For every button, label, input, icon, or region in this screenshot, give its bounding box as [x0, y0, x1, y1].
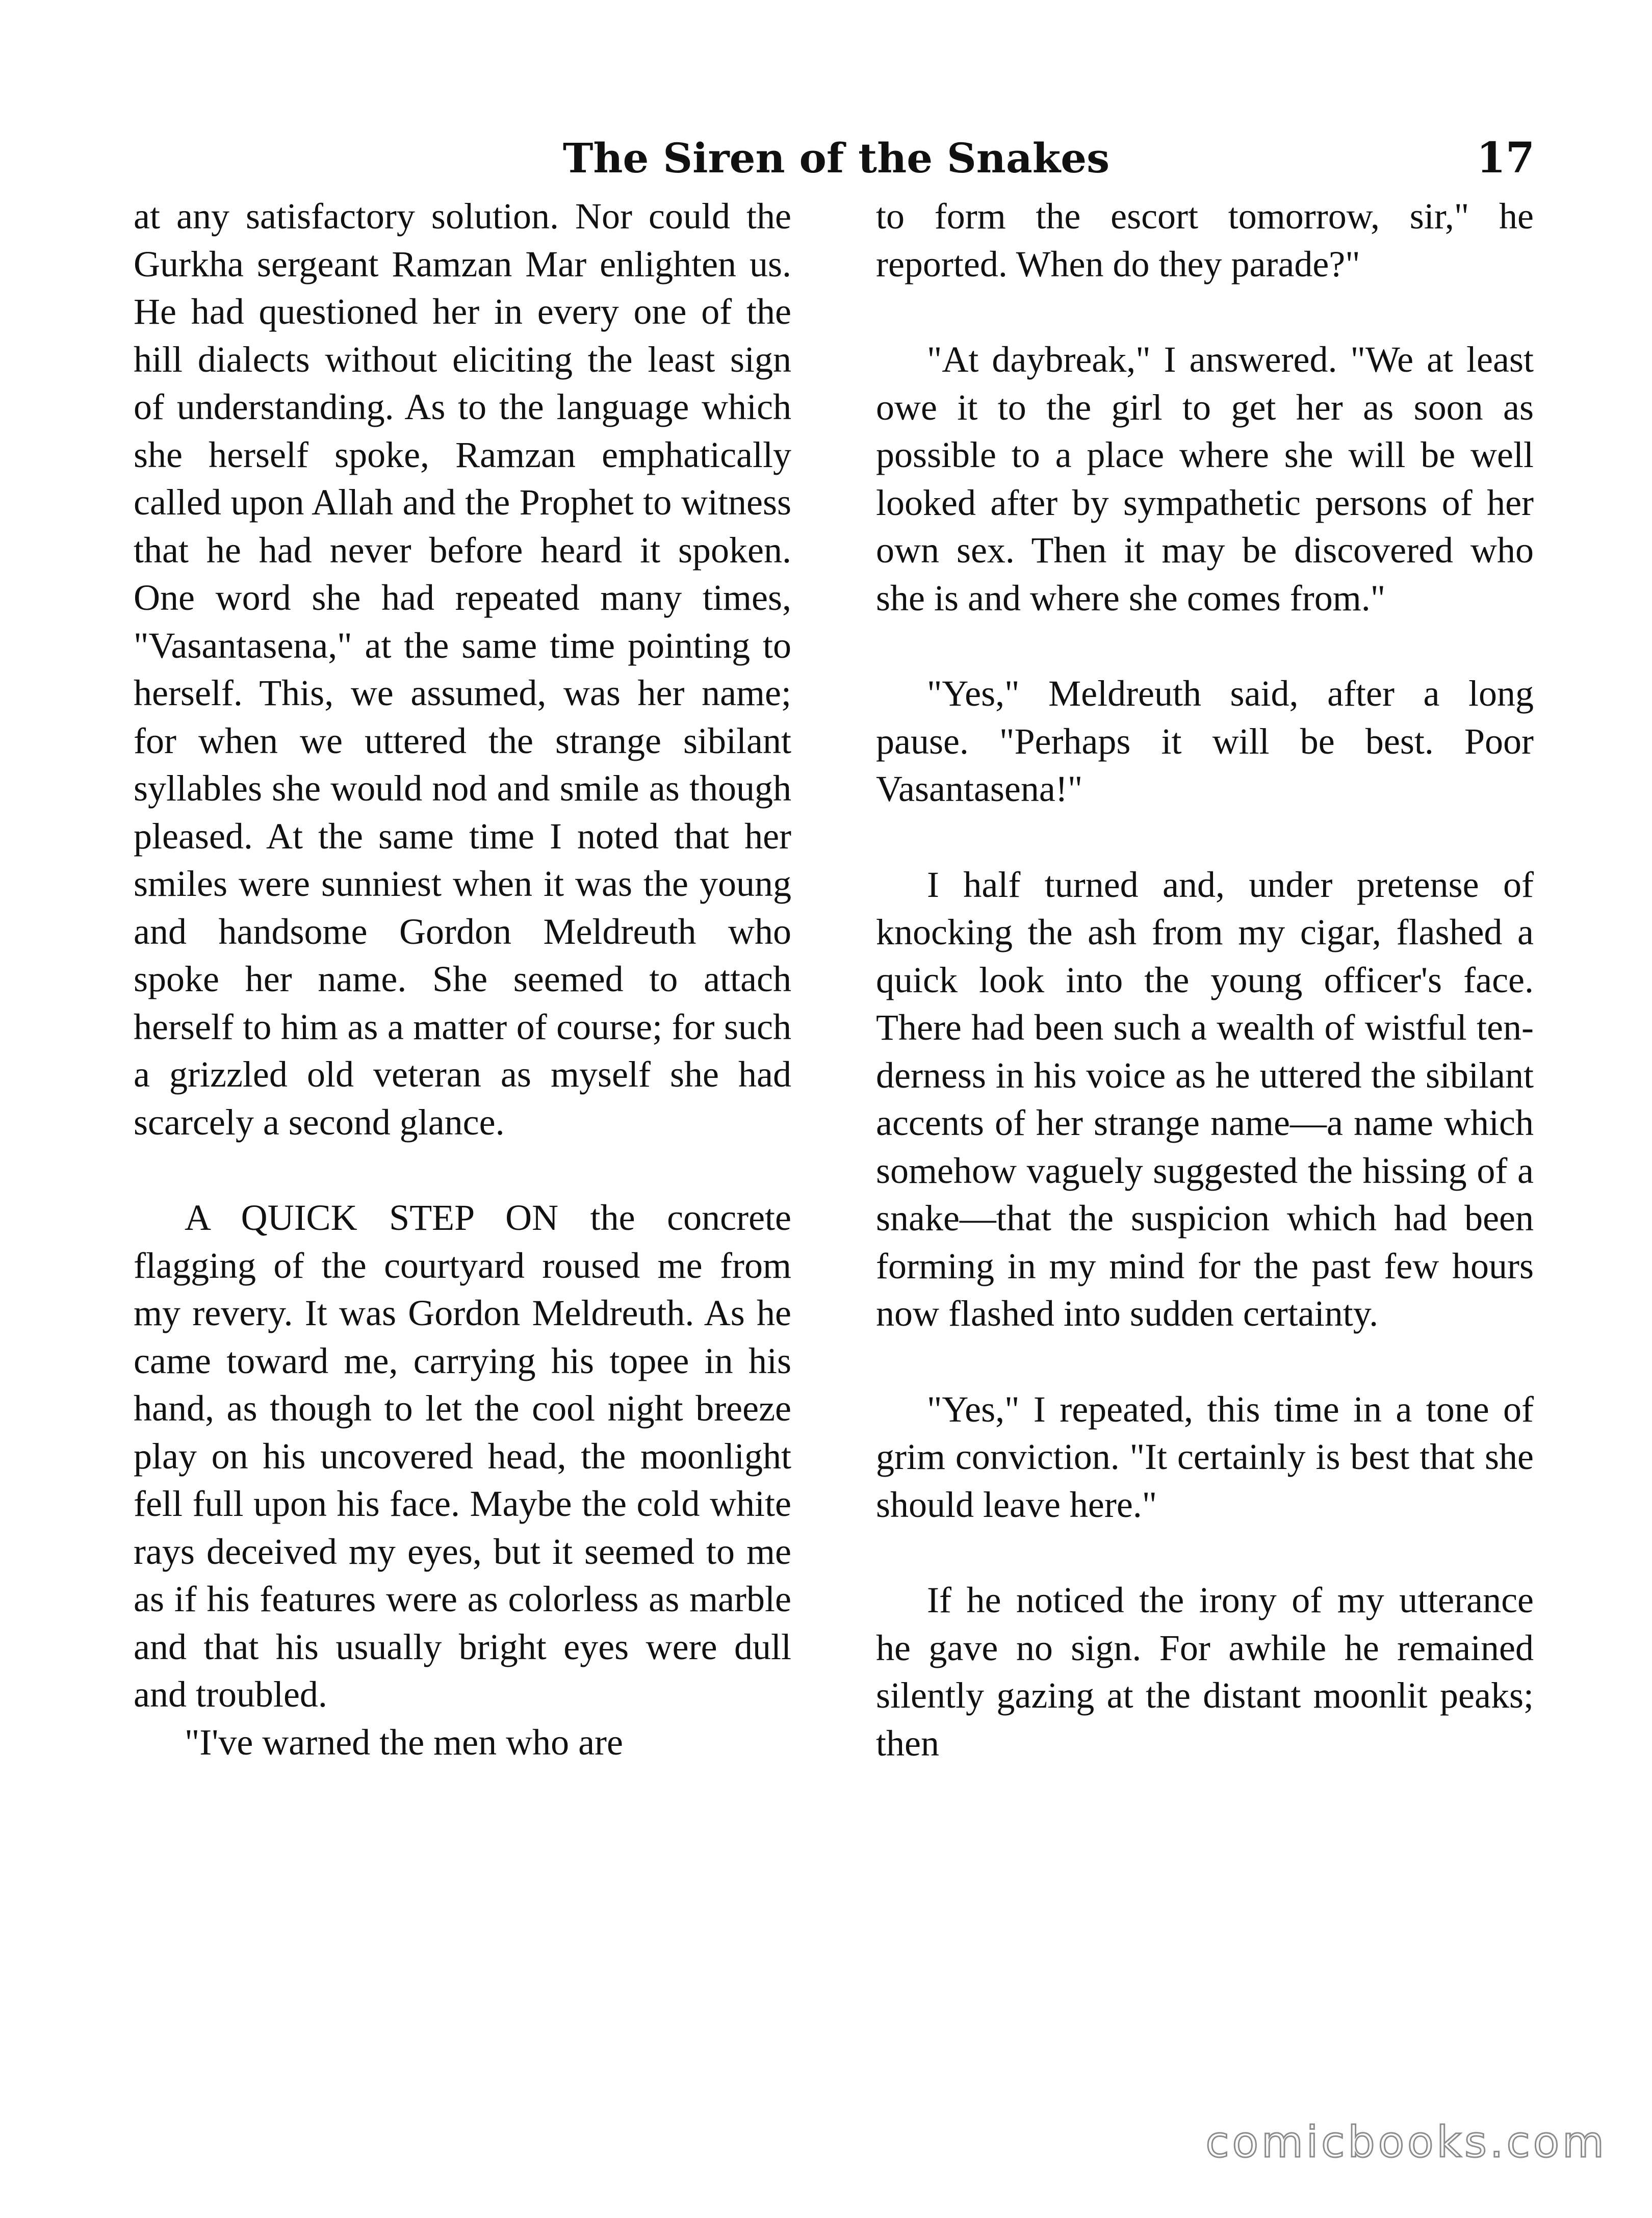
paragraph: at any satisfactory solution. Nor could the Gurkha sergeant Ramzan Mar enlighten us. He had questioned her in every one of the hill dialects without eliciting the least sign of understanding. As to the language which she herself spoke, Ramzan emphatically called upon Allah and the Prophet to witness that he had never before heard it spoken. One word she had repeated many times, "Vasantasena," at the same time pointing to herself. This, we assumed, was her name; for when we uttered the strange sibilant syllables she would nod and smile as though pleased. At the same time I noted that her smiles were sunniest when it was the young and handsome Gordon Meldreuth who spoke her name. She seemed to attach herself to him as a matter of course; for such a grizzled old veteran as myself she had scarcely a second glance.	[134, 196, 791, 1143]
paragraph: "Yes," I repeated, this time in a tone of grim conviction. "It certainly is best that she should leave here."	[876, 1388, 1534, 1525]
running-title: The Siren of the Snakes	[562, 134, 1110, 182]
text-column-left	[134, 193, 791, 1766]
text-column-right	[876, 193, 1534, 1767]
paragraph: A QUICK STEP ON the concrete flagging of the courtyard roused me from my revery. It was Gordon Meldreuth. As he came toward me, carrying his topee in his hand, as though to let the cool night breeze play on his uncovered head, the moonlight fell full upon his face. Maybe the cold white rays deceived my eyes, but it seemed to me as if his features were as colorless as marble and that his usually bright eyes were dull and troubled.	[134, 1197, 791, 1715]
paragraph: "I've warned the men who are	[185, 1721, 623, 1763]
paragraph: If he noticed the irony of my utterance he gave no sign. For awhile he remained silently gazing at the distant moonlit peaks; then	[876, 1580, 1534, 1764]
paragraph: I half turned and, under pretense of knocking the ash from my cigar, flashed a quick look into the young officer's face. There had been such a wealth of wistful tenderness in his voice as he uttered the sibilant accents of her strange name—a name which somehow vaguely suggested the hissing of a snake—that the suspicion which had been forming in my mind for the past few hours now flashed into sudden certainty.	[876, 864, 1534, 1334]
paragraph: to form the escort tomorrow, sir," he reported. When do they parade?"	[876, 196, 1534, 285]
page-header	[138, 127, 1535, 189]
page-number: 17	[1476, 134, 1535, 183]
paragraph: "At daybreak," I answered. "We at least owe it to the girl to get her as soon as possible to a place where she will be well looked after by sympathetic persons of her own sex. Then it may be discovered who she is and where she comes from."	[876, 339, 1534, 618]
watermark: comicbooks.com	[1205, 2117, 1607, 2167]
paragraph: "Yes," Meldreuth said, after a long pause. "Perhaps it will be best. Poor Vasantasena!"	[876, 673, 1534, 809]
